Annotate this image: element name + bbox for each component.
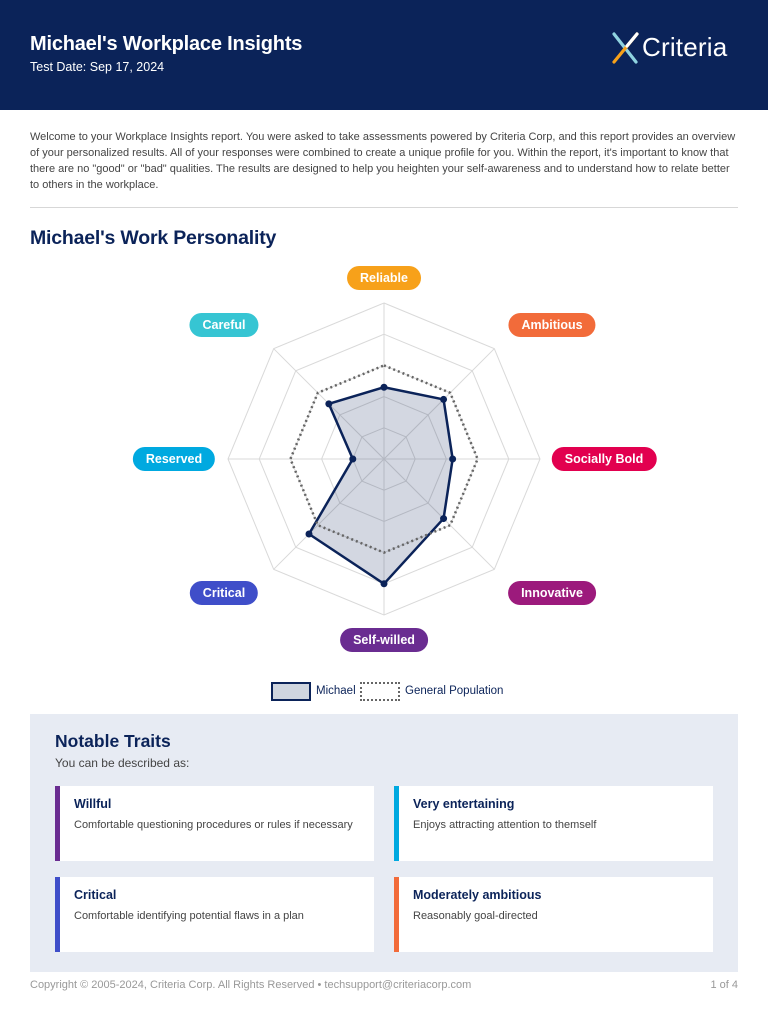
page-footer bbox=[30, 979, 738, 991]
axis-label-self-willed: Self-willed bbox=[340, 628, 428, 652]
axis-label-ambitious: Ambitious bbox=[508, 313, 595, 337]
section-divider bbox=[30, 207, 738, 208]
series-michael-point bbox=[305, 531, 312, 538]
trait-description: Enjoys attracting attention to themself bbox=[413, 819, 597, 831]
axis-label-reserved: Reserved bbox=[133, 447, 215, 471]
axis-label-socially-bold: Socially Bold bbox=[552, 447, 657, 471]
series-michael-area bbox=[309, 387, 453, 584]
trait-card bbox=[55, 786, 374, 861]
trait-description: Reasonably goal-directed bbox=[413, 910, 538, 922]
series-michael-point bbox=[349, 456, 356, 463]
axis-label-careful: Careful bbox=[189, 313, 258, 337]
series-michael-point bbox=[325, 400, 332, 407]
notable-traits-title: Notable Traits bbox=[55, 731, 171, 751]
trait-description: Comfortable questioning procedures or rules if necessary bbox=[74, 819, 353, 831]
work-personality-title: Michael's Work Personality bbox=[30, 227, 277, 249]
trait-description: Comfortable identifying potential flaws in a plan bbox=[74, 910, 304, 922]
trait-card bbox=[394, 786, 713, 861]
logo-wordmark: Criteria bbox=[642, 32, 728, 62]
test-date: Test Date: Sep 17, 2024 bbox=[30, 60, 165, 74]
series-michael-point bbox=[381, 580, 388, 587]
axis-label-critical: Critical bbox=[190, 581, 258, 605]
report-header bbox=[0, 0, 768, 110]
trait-card bbox=[394, 877, 713, 952]
series-michael-point bbox=[440, 396, 447, 403]
legend-swatch-michael bbox=[271, 682, 311, 701]
trait-title: Moderately ambitious bbox=[413, 888, 542, 902]
trait-title: Very entertaining bbox=[413, 797, 515, 811]
series-michael-point bbox=[449, 456, 456, 463]
axis-label-reliable: Reliable bbox=[347, 266, 421, 290]
personality-radar-chart bbox=[0, 260, 768, 660]
copyright-text: Copyright © 2005-2024, Criteria Corp. All Rights Reserved • techsupport@criteriacorp.com bbox=[30, 979, 472, 991]
legend-swatch-general-population bbox=[360, 682, 400, 701]
trait-card bbox=[55, 877, 374, 952]
report-title: Michael's Workplace Insights bbox=[30, 33, 303, 55]
legend-label-general-population: General Population bbox=[405, 685, 504, 697]
criteria-logo-icon bbox=[610, 30, 640, 66]
page-number: 1 of 4 bbox=[710, 979, 738, 991]
notable-traits-subtitle: You can be described as: bbox=[55, 756, 190, 770]
notable-traits-panel bbox=[30, 714, 738, 972]
trait-title: Willful bbox=[74, 797, 112, 811]
legend-label-michael: Michael bbox=[316, 685, 356, 697]
trait-title: Critical bbox=[74, 888, 117, 902]
axis-label-innovative: Innovative bbox=[508, 581, 596, 605]
series-michael-point bbox=[440, 515, 447, 522]
intro-paragraph: Welcome to your Workplace Insights report. You were asked to take assessments powered by Criteria Corp, and this report provides an overview of your personalized results. All of your responses were combined to create a unique profile for you. Within the report, it's important to know that there are no "good" or "bad" qualities. The results are designed to help you heighten your self-awareness and to understand how to relate better to others in the workplace. bbox=[30, 131, 736, 191]
series-michael-point bbox=[381, 384, 388, 391]
